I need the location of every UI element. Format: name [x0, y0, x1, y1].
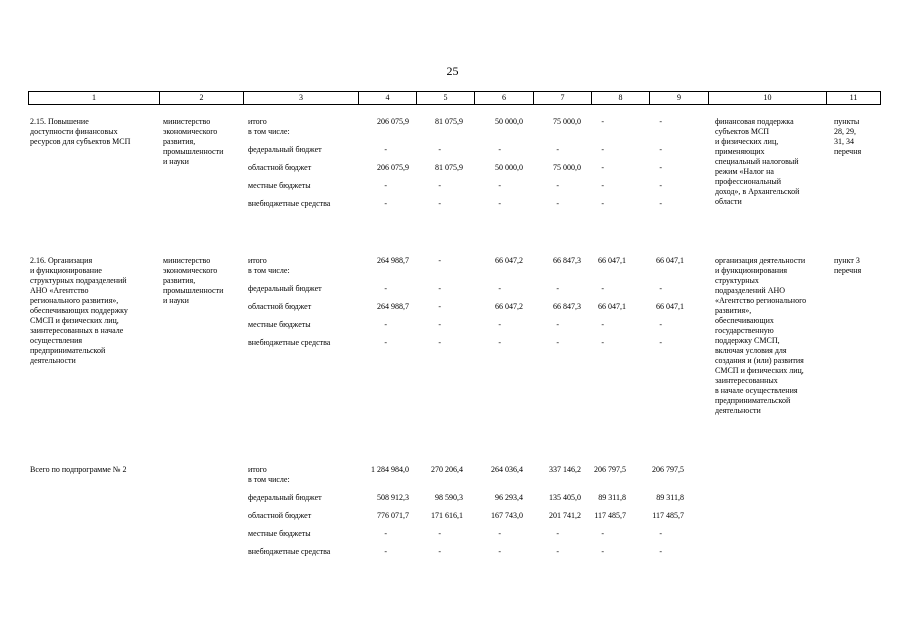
funding-value: 508 912,3 — [377, 493, 409, 502]
funding-value: - — [659, 529, 662, 538]
result-line: подразделений АНО — [715, 286, 786, 295]
header-col-2: 2 — [160, 92, 244, 104]
executor-line: промышленности — [163, 147, 224, 156]
funding-value: 66 047,1 — [598, 302, 626, 311]
funding-value: - — [659, 338, 662, 347]
funding-value: 1 284 984,0 — [371, 465, 409, 474]
funding-value: - — [659, 117, 662, 126]
result-line: специальный налоговый — [715, 157, 799, 166]
funding-source-label: итого — [248, 117, 267, 126]
funding-value: - — [556, 199, 559, 208]
funding-value: - — [498, 529, 501, 538]
result-line: заинтересованных — [715, 376, 778, 385]
funding-value: - — [384, 145, 387, 154]
funding-value: - — [384, 547, 387, 556]
funding-value: 117 485,7 — [652, 511, 684, 520]
funding-value: - — [601, 181, 604, 190]
funding-source-label: итого — [248, 256, 267, 265]
funding-value: - — [384, 338, 387, 347]
funding-source-label: внебюджетные средства — [248, 547, 331, 556]
funding-source-label: местные бюджеты — [248, 181, 311, 190]
reference-line: 28, 29, — [834, 127, 856, 136]
event-name-line: 2.15. Повышение — [30, 117, 89, 126]
funding-value: - — [601, 547, 604, 556]
funding-value: 337 146,2 — [549, 465, 581, 474]
result-line: организация деятельности — [715, 256, 806, 265]
funding-value: 81 075,9 — [435, 163, 463, 172]
funding-source-label: федеральный бюджет — [248, 284, 322, 293]
funding-value: - — [601, 199, 604, 208]
header-col-6: 6 — [475, 92, 534, 104]
funding-value: - — [498, 145, 501, 154]
funding-value: - — [556, 547, 559, 556]
event-name-line: предпринимательской — [30, 346, 106, 355]
executor-line: промышленности — [163, 286, 224, 295]
reference-line: перечня — [834, 147, 862, 156]
funding-value: - — [659, 284, 662, 293]
funding-value: - — [556, 529, 559, 538]
event-name-line: 2.16. Организация — [30, 256, 93, 265]
header-col-3: 3 — [244, 92, 359, 104]
funding-value: 776 071,7 — [377, 511, 409, 520]
funding-value: - — [438, 284, 441, 293]
funding-source-label: внебюджетные средства — [248, 338, 331, 347]
result-line: создания и (или) развития — [715, 356, 804, 365]
funding-value: 264 988,7 — [377, 302, 409, 311]
event-name-line: доступности финансовых — [30, 127, 118, 136]
funding-value: - — [601, 163, 604, 172]
result-line: деятельности — [715, 406, 761, 415]
funding-value: - — [438, 547, 441, 556]
funding-value: - — [438, 320, 441, 329]
funding-value: 135 405,0 — [549, 493, 581, 502]
funding-value: 89 311,8 — [656, 493, 684, 502]
executor-line: экономического — [163, 266, 218, 275]
result-line: области — [715, 197, 742, 206]
funding-value: 167 743,0 — [491, 511, 523, 520]
result-line: и функционирования — [715, 266, 788, 275]
result-line: структурных — [715, 276, 759, 285]
funding-source-label: внебюджетные средства — [248, 199, 331, 208]
event-name-line: структурных подразделений — [30, 276, 127, 285]
funding-value: - — [556, 320, 559, 329]
funding-value: - — [438, 145, 441, 154]
funding-value: 270 206,4 — [431, 465, 463, 474]
funding-value: 75 000,0 — [553, 117, 581, 126]
event-name-line: ресурсов для субъектов МСП — [30, 137, 131, 146]
funding-value: 264 036,4 — [491, 465, 523, 474]
event-name-line: заинтересованных в начале — [30, 326, 124, 335]
funding-source-label: областной бюджет — [248, 163, 312, 172]
funding-value: - — [601, 529, 604, 538]
funding-value: 50 000,0 — [495, 163, 523, 172]
result-line: субъектов МСП — [715, 127, 770, 136]
funding-value: - — [498, 320, 501, 329]
event-name-line: регионального развития», — [30, 296, 119, 305]
funding-source-label: местные бюджеты — [248, 320, 311, 329]
funding-source-label: областной бюджет — [248, 511, 312, 520]
event-name-line: СМСП и физических лиц, — [30, 316, 119, 325]
result-line: обеспечивающих — [715, 316, 774, 325]
header-col-7: 7 — [534, 92, 592, 104]
funding-value: 117 485,7 — [594, 511, 626, 520]
funding-value: - — [384, 529, 387, 538]
funding-value: - — [601, 284, 604, 293]
result-line: поддержку СМСП, — [715, 336, 780, 345]
funding-value: 81 075,9 — [435, 117, 463, 126]
result-line: государственную — [715, 326, 774, 335]
event-name-line: осуществления — [30, 336, 83, 345]
funding-value: - — [384, 181, 387, 190]
funding-value: 66 047,1 — [656, 256, 684, 265]
executor-line: развития, — [163, 137, 196, 146]
result-line: применяющих — [715, 147, 765, 156]
funding-value: - — [498, 284, 501, 293]
event-name-line: Всего по подпрограмме № 2 — [30, 465, 127, 474]
reference-line: пункты — [834, 117, 860, 126]
event-name-line: деятельности — [30, 356, 76, 365]
funding-value: 206 797,5 — [594, 465, 626, 474]
funding-value: - — [659, 547, 662, 556]
funding-source-label: областной бюджет — [248, 302, 312, 311]
funding-value: 264 988,7 — [377, 256, 409, 265]
result-line: «Агентство регионального — [715, 296, 807, 305]
funding-value: - — [384, 199, 387, 208]
funding-value: - — [601, 320, 604, 329]
result-line: в начале осуществления — [715, 386, 798, 395]
funding-value: 75 000,0 — [553, 163, 581, 172]
executor-line: экономического — [163, 127, 218, 136]
result-line: развития», — [715, 306, 752, 315]
result-line: включая условия для — [715, 346, 787, 355]
header-col-10: 10 — [709, 92, 827, 104]
funding-value: 206 075,9 — [377, 117, 409, 126]
funding-value: - — [601, 338, 604, 347]
funding-value: 98 590,3 — [435, 493, 463, 502]
funding-source-label: местные бюджеты — [248, 529, 311, 538]
reference-line: пункт 3 — [834, 256, 860, 265]
funding-value: - — [384, 284, 387, 293]
event-name-line: и функционирование — [30, 266, 102, 275]
funding-source-label: в том числе: — [248, 475, 290, 484]
funding-value: - — [498, 338, 501, 347]
result-line: и физических лиц, — [715, 137, 779, 146]
funding-value: - — [601, 145, 604, 154]
funding-value: - — [438, 199, 441, 208]
result-line: профессиональный — [715, 177, 782, 186]
executor-line: развития, — [163, 276, 196, 285]
funding-value: - — [659, 145, 662, 154]
funding-value: - — [556, 145, 559, 154]
result-line: предпринимательской — [715, 396, 791, 405]
header-col-8: 8 — [592, 92, 650, 104]
funding-value: - — [438, 338, 441, 347]
executor-line: и науки — [163, 296, 189, 305]
funding-value: 206 075,9 — [377, 163, 409, 172]
funding-value: - — [556, 338, 559, 347]
funding-value: 96 293,4 — [495, 493, 523, 502]
reference-line: 31, 34 — [834, 137, 854, 146]
funding-value: - — [438, 529, 441, 538]
funding-value: 66 847,3 — [553, 256, 581, 265]
funding-value: 66 047,1 — [656, 302, 684, 311]
funding-value: 66 047,2 — [495, 256, 523, 265]
funding-value: 201 741,2 — [549, 511, 581, 520]
funding-value: - — [659, 181, 662, 190]
funding-value: 66 047,2 — [495, 302, 523, 311]
funding-source-label: федеральный бюджет — [248, 493, 322, 502]
funding-value: 171 616,1 — [431, 511, 463, 520]
header-col-4: 4 — [359, 92, 417, 104]
result-line: СМСП и физических лиц, — [715, 366, 804, 375]
funding-source-label: федеральный бюджет — [248, 145, 322, 154]
funding-value: - — [659, 320, 662, 329]
funding-value: - — [659, 199, 662, 208]
funding-value: 206 797,5 — [652, 465, 684, 474]
header-col-11: 11 — [849, 93, 858, 102]
page-number: 25 — [446, 64, 459, 78]
funding-value: - — [438, 181, 441, 190]
funding-source-label: в том числе: — [248, 266, 290, 275]
funding-source-label: итого — [248, 465, 267, 474]
reference-line: перечня — [834, 266, 862, 275]
header-col-5: 5 — [417, 92, 475, 104]
header-col-1: 1 — [29, 92, 160, 104]
funding-value: 89 311,8 — [598, 493, 626, 502]
funding-value: - — [556, 181, 559, 190]
funding-value: - — [438, 302, 441, 311]
funding-value: 66 847,3 — [553, 302, 581, 311]
executor-line: министерство — [163, 256, 211, 265]
funding-value: 50 000,0 — [495, 117, 523, 126]
funding-value: 66 047,1 — [598, 256, 626, 265]
result-line: доход», в Архангельской — [715, 187, 800, 196]
result-line: режим «Налог на — [715, 167, 774, 176]
funding-source-label: в том числе: — [248, 127, 290, 136]
funding-value: - — [498, 547, 501, 556]
executor-line: и науки — [163, 157, 189, 166]
funding-value: - — [498, 199, 501, 208]
event-name-line: АНО «Агентство — [30, 286, 89, 295]
funding-value: - — [556, 284, 559, 293]
funding-value: - — [384, 320, 387, 329]
funding-value: - — [498, 181, 501, 190]
event-name-line: обеспечивающих поддержку — [30, 306, 128, 315]
result-line: финансовая поддержка — [715, 117, 794, 126]
funding-value: - — [659, 163, 662, 172]
executor-line: министерство — [163, 117, 211, 126]
funding-value: - — [601, 117, 604, 126]
header-col-9: 9 — [650, 92, 709, 104]
table-header — [28, 91, 881, 105]
funding-value: - — [438, 256, 441, 265]
